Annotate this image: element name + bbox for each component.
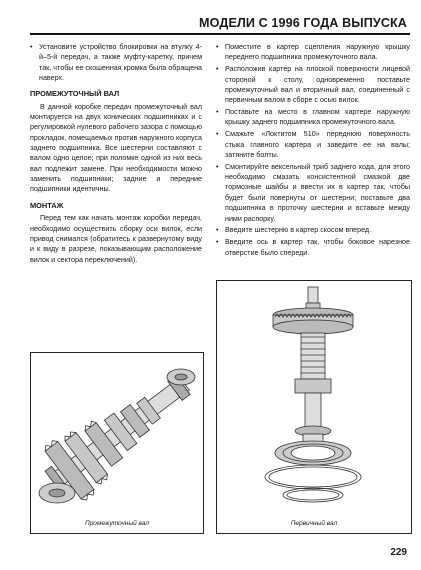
- list-item: [216, 42, 410, 63]
- bullet-icon: •: [216, 226, 219, 235]
- bullet-icon: •: [216, 65, 219, 74]
- bullet-icon: •: [216, 162, 219, 171]
- bullet-text: Поставьте на место в главном картере наружную крышку заднего подшипника промежуточного вала.: [225, 108, 410, 127]
- list-item: [216, 129, 410, 160]
- bullet-icon: •: [216, 43, 219, 51]
- bullet-text: Расположив картер на плоской поверхности лицевой стороной к столу, одновременно поставьте промежуточный вал и вторичный вал, соединенный с первичным валом в сборе с осью вилок.: [225, 65, 410, 105]
- list-item: [30, 42, 202, 83]
- bullet-icon: •: [216, 130, 219, 139]
- list-item: [216, 107, 410, 128]
- bullet-text: Установите устройство блокировки на втулку 4-й–5-й передач, а также муфту-каретку, причем так, чтобы ее скошенная кромка была обращена наверх.: [39, 43, 202, 83]
- intermediate-shaft-figure: [30, 352, 204, 534]
- bullet-icon: •: [30, 43, 33, 51]
- figure-caption: Первичный вал: [290, 520, 338, 527]
- page-number: 229: [390, 547, 407, 558]
- figure-caption: Промежуточный вал: [84, 520, 149, 527]
- bullet-text: Смонтируйте вексельный триб заднего хода, для этого необходимо смазать консистентной смазкой две тормозные шайбы и ввести их в картер так, чтобы будет были повернуты от шестерни; поставьте два подшипника в проточку шестерни и вставьте между ними распорку.: [225, 162, 410, 223]
- list-item: [216, 237, 410, 258]
- left-column: [30, 42, 202, 266]
- assembly-paragraph: Перед тем как начать монтаж коробки передач, необходимо осуществить сборку оси вилок, если привод снимался (обратитесь к развернутому виду и к виду в разрезе, показывающим расположение вилок и сектора переключений).: [30, 214, 202, 264]
- intermediate-shaft-illustration: [31, 353, 203, 513]
- page-header: [0, 0, 421, 34]
- intermediate-shaft-paragraph: В данной коробке передач промежуточный вал монтируется на двух конических подшипниках и с регулировкой нулевого рабочего зазора с помощью прокладок, помещаемых против наружного корпуса заднего подшипника. Все шестерни составляют с валом одно целое; при поломке одной из них весь вал подлежит замене. При необходимости можно заменить подшипники; задние и передние подшипники идентичны.: [30, 102, 203, 194]
- section-heading-intermediate-shaft: ПРОМЕЖУТОЧНЫЙ ВАЛ: [30, 89, 120, 99]
- list-item: [216, 225, 410, 235]
- bullet-text: Введите ось в картер так, чтобы боковое нарезное отверстие было спереди.: [225, 238, 410, 257]
- bullet-text: Поместите в картер сцепления наружную крышку переднего подшипника промежуточного вала.: [225, 43, 410, 62]
- list-item: [216, 162, 410, 224]
- right-column: [216, 42, 410, 259]
- bullet-icon: •: [216, 238, 219, 247]
- primary-shaft-illustration: [217, 281, 411, 513]
- header-rule: [30, 33, 410, 35]
- running-title: МОДЕЛИ С 1996 ГОДА ВЫПУСКА: [199, 16, 407, 30]
- bullet-text: Смажьте «Локтитом 510» переднюю поверхность стыка главного картера и заведите ее на валы; затяните болты.: [225, 130, 410, 159]
- section-heading-assembly: МОНТАЖ: [30, 200, 64, 210]
- bullet-icon: •: [216, 108, 219, 117]
- list-item: [216, 64, 410, 105]
- primary-shaft-figure: [216, 280, 412, 534]
- bullet-text: Введите шестерню в картер скосом вперед.: [225, 226, 372, 235]
